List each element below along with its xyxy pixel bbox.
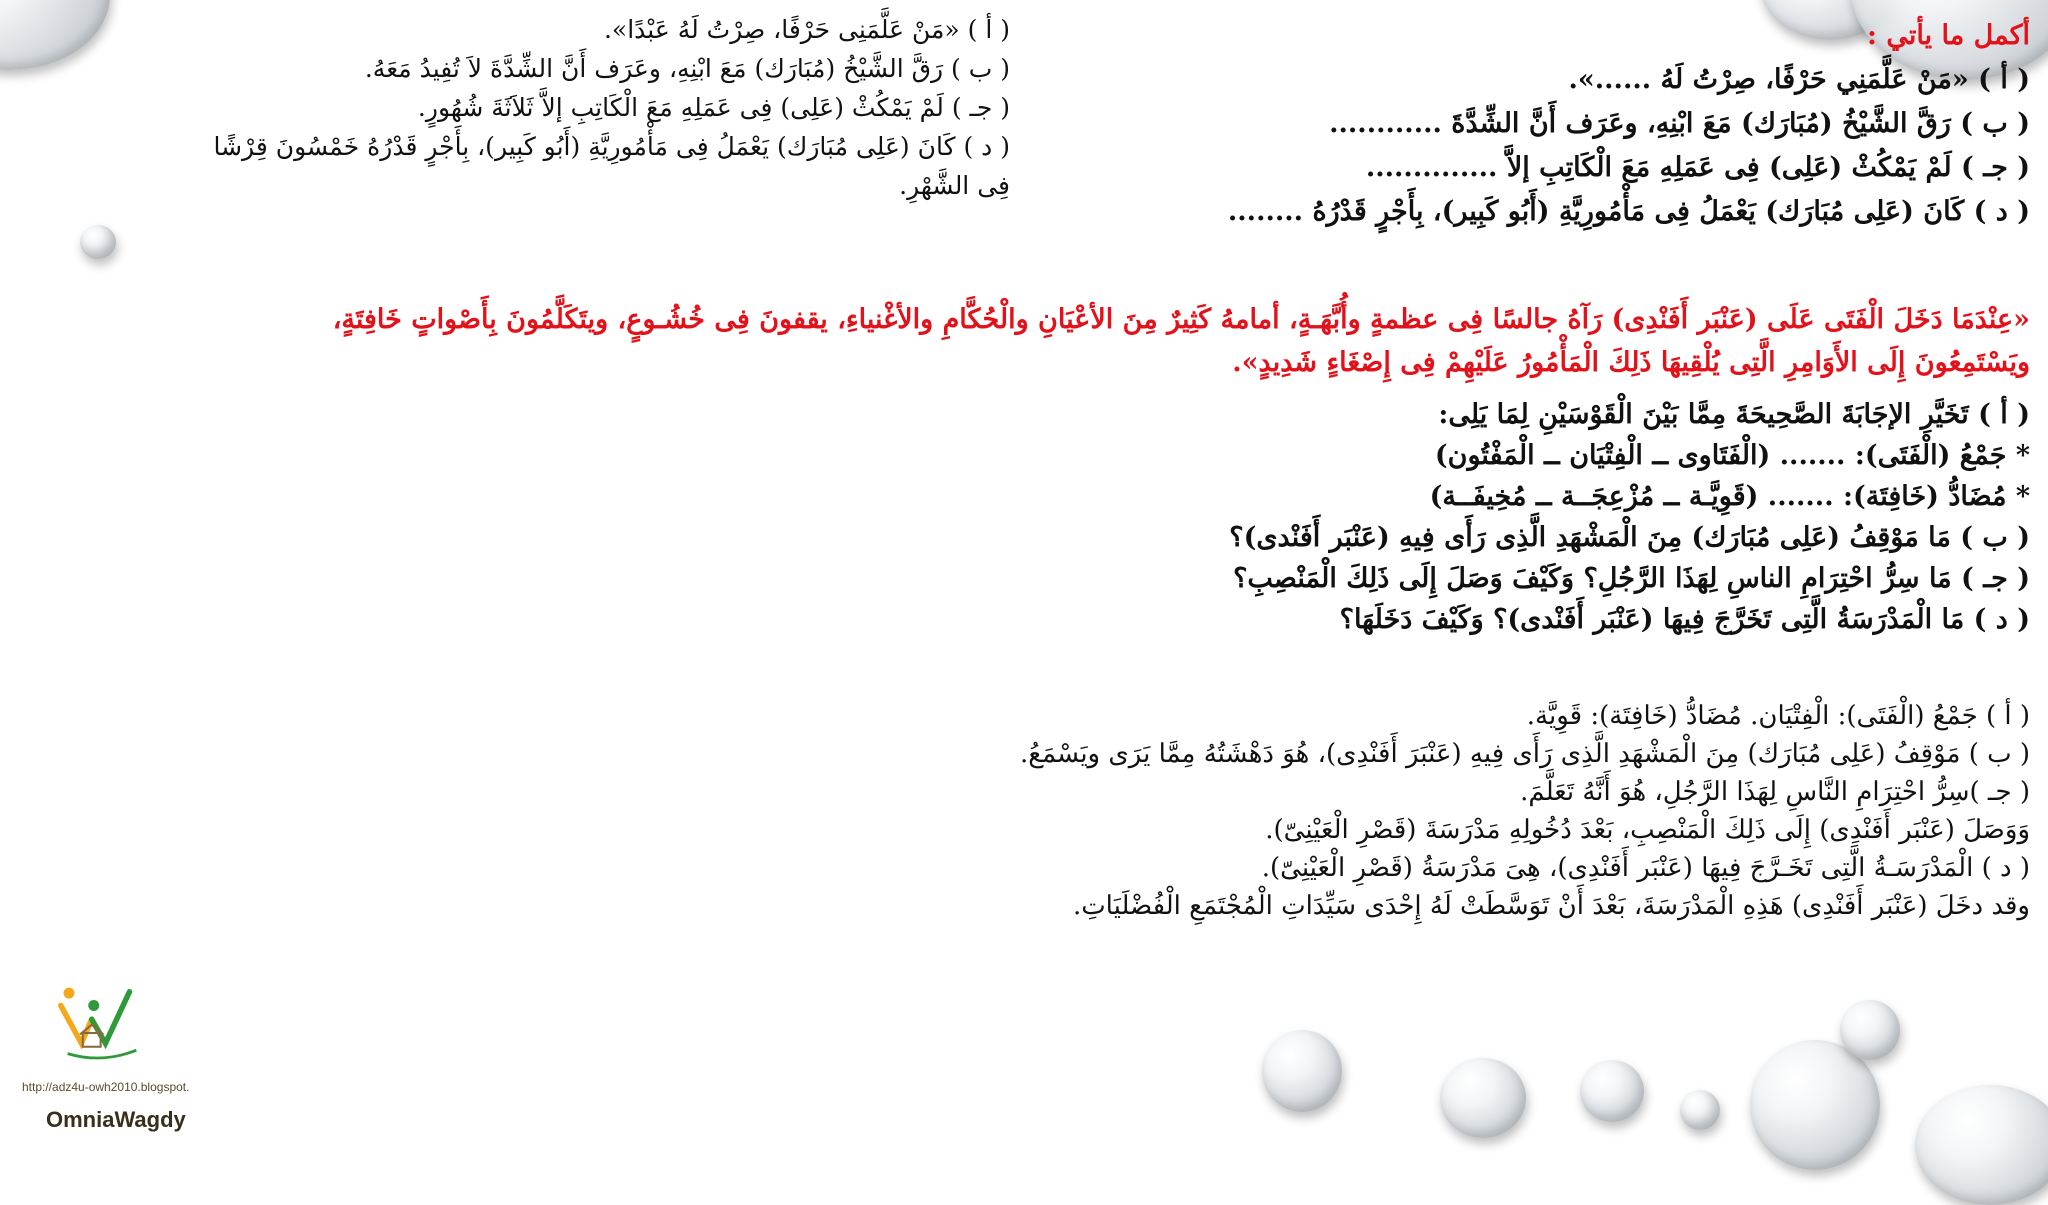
exercise-answer-item: ( أ ) «مَنْ عَلَّمَنِى حَرْفًا، صِرْتُ لَهُ عَبْدًا». — [603, 15, 1010, 44]
water-drop-decoration — [1580, 1060, 1644, 1122]
exercise-block — [1010, 14, 2030, 234]
exercise-answer-item: ( د ) كَانَ (عَلِى مُبَارَك) يَعْمَلُ فِى مَأْمُورِيَّةِ (أَبُو كَبِير)، بِأَجْرٍ قَدْرُهُ خَمْسُونَ قِرْشًا — [213, 132, 1010, 161]
author-name: OmniaWagdy — [46, 1107, 186, 1132]
question-item: * جَمْعُ (الْفَتَى): ....... (الْفَتَاوى ــ الْفِتْيَان ــ الْمَفْتُون) — [1434, 440, 2030, 471]
answer-item: وقد دخَلَ (عَنْبَر أَفَنْدِى) هَذِهِ الْمَدْرَسَةَ، بَعْدَ أَنْ تَوَسَّطَتْ لَهُ إِحْدَى سَيِّدَاتِ الْمُجْتَمَعِ الْفُضْلَيَاتِ. — [1072, 891, 2030, 921]
exercise-answer-item: ( جـ ) لَمْ يَمْكُثْ (عَلِى) فِى عَمَلِهِ مَعَ الْكَاتِبِ إلاَّ ثَلاَثَةَ شُهُورٍ. — [417, 93, 1010, 122]
passage-line: «عِنْدَمَا دَخَلَ الْفَتَى عَلَى (عَنْبَر أَفَنْدِى) رَآهُ جالسًا فِى عظمةٍ وأُبَّهَـةٍ، أمامهُ كَثِيرٌ مِنَ الأعْيَانِ والْحُكَّامِ والأغْنياءِ، يقفونَ فِى خُشُـوعٍ، ويتَكَلَّمُونَ بِأَصْواتٍ خَافِتَةٍ، — [332, 304, 2030, 335]
water-drop-decoration — [1750, 1040, 1880, 1170]
passage-block — [10, 298, 2030, 384]
exercise-answer-item: فِى الشَّهْرِ. — [899, 171, 1010, 200]
question-item: ( جـ ) مَا سِرُّ احْتِرَامِ الناسِ لِهَذَا الرَّجُلِ؟ وَكَيْفَ وَصَلَ إِلَى ذَلِكَ الْمَنْصِبِ؟ — [1233, 563, 2030, 594]
exercise-item: ( أ ) «مَنْ عَلَّمَنِي حَرْفًا، صِرْتُ لَهُ ......». — [1568, 64, 2030, 95]
exercise-answers-block — [0, 10, 1010, 205]
exercise-item: ( جـ ) لَمْ يَمْكُثْ (عَلِى) فِى عَمَلِهِ مَعَ الْكَاتِبِ إلاَّ .............. — [1365, 152, 2030, 183]
blog-logo-icon — [52, 978, 152, 1088]
water-drop-decoration — [1262, 1030, 1342, 1112]
question-item: ( ب ) مَا مَوْقِفُ (عَلِى مُبَارَك) مِنَ الْمَشْهَدِ الَّذِى رَأَى فِيهِ (عَنْبَر أَفَنْدى)؟ — [1229, 522, 2030, 553]
answers-block — [630, 697, 2030, 925]
exercise-item: ( د ) كَانَ (عَلِى مُبَارَك) يَعْمَلُ فِى مَأْمُورِيَّةِ (أَبُو كَبِير)، بِأَجْرٍ قَدْرُهُ ........ — [1227, 196, 2030, 227]
question-item: * مُضَادُّ (خَافِتَة): ....... (قَوِيَّـة ــ مُزْعِجَــة ــ مُخِيفَــة) — [1429, 481, 2030, 512]
water-drop-decoration — [1915, 1085, 2048, 1205]
water-drop-decoration — [80, 225, 116, 259]
blog-url: http://adz4u-owh2010.blogspot. — [22, 1080, 190, 1094]
exercise-answer-item: ( ب ) رَقَّ الشَّيْخُ (مُبَارَك) مَعَ ابْنِهِ، وعَرَف أَنَّ الشِّدَّةَ لاَ تُفِيدُ مَعَهُ. — [364, 54, 1010, 83]
exercise-heading: أكمل ما يأتي : — [1866, 20, 2030, 51]
question-item: ( أ ) تَخَيَّرِ الإجَابَةَ الصَّحِيحَةَ مِمَّا بَيْنَ الْقَوْسَيْنِ لِمَا يَلِى: — [1438, 399, 2030, 430]
answer-item: وَوَصَلَ (عَنْبَر أَفَنْدِى) إِلَى ذَلِكَ الْمَنْصِبِ، بَعْدَ دُخُولِهِ مَدْرَسَةَ (قَصْرِ الْعَيْنِىّ). — [1265, 815, 2030, 845]
water-drop-decoration — [1840, 1000, 1900, 1060]
answer-item: ( أ ) جَمْعُ (الْفَتَى): الْفِتْيَان. مُضَادُّ (خَافِتَة): قَوِيَّة. — [1526, 701, 2030, 731]
answer-item: ( د ) الْمَدْرَسَـةُ الَّتِى تَخَـرَّجَ فِيهَا (عَنْبَر أَفَنْدِى)، هِىَ مَدْرَسَةُ (قَصْرِ الْعَيْنِىّ). — [1261, 853, 2030, 883]
passage-line: ويَسْتَمِعُونَ إِلَى الأَوَامِرِ الَّتِى يُلْقِيهَا ذَلِكَ الْمَأْمُورُ عَلَيْهِمْ فِى إِصْغَاءٍ شَدِيدٍ». — [1232, 347, 2030, 378]
answer-item: ( ب ) مَوْقِفُ (عَلِى مُبَارَك) مِنَ الْمَشْهَدِ الَّذِى رَأَى فِيهِ (عَنْبَرَ أَفَنْدِى)، هُوَ دَهْشَتُهُ مِمَّا يَرَى ويَسْمَعُ. — [1019, 739, 2030, 769]
answer-item: ( جـ )سِرُّ احْتِرَامِ النَّاسِ لِهَذَا الرَّجُلِ، هُوَ أَنَّهُ تَعَلَّمَ. — [1520, 777, 2030, 807]
question-item: ( د ) مَا الْمَدْرَسَةُ الَّتِى تَخَرَّجَ فِيهَا (عَنْبَر أَفَنْدى)؟ وَكَيْفَ دَخَلَهَا؟ — [1339, 604, 2030, 635]
questions-block — [430, 394, 2030, 640]
exercise-item: ( ب ) رَقَّ الشَّيْخُ (مُبَارَك) مَعَ ابْنِهِ، وعَرَف أَنَّ الشِّدَّةَ ............ — [1329, 108, 2030, 139]
water-drop-decoration — [1440, 1058, 1526, 1138]
water-drop-decoration — [1680, 1090, 1720, 1130]
